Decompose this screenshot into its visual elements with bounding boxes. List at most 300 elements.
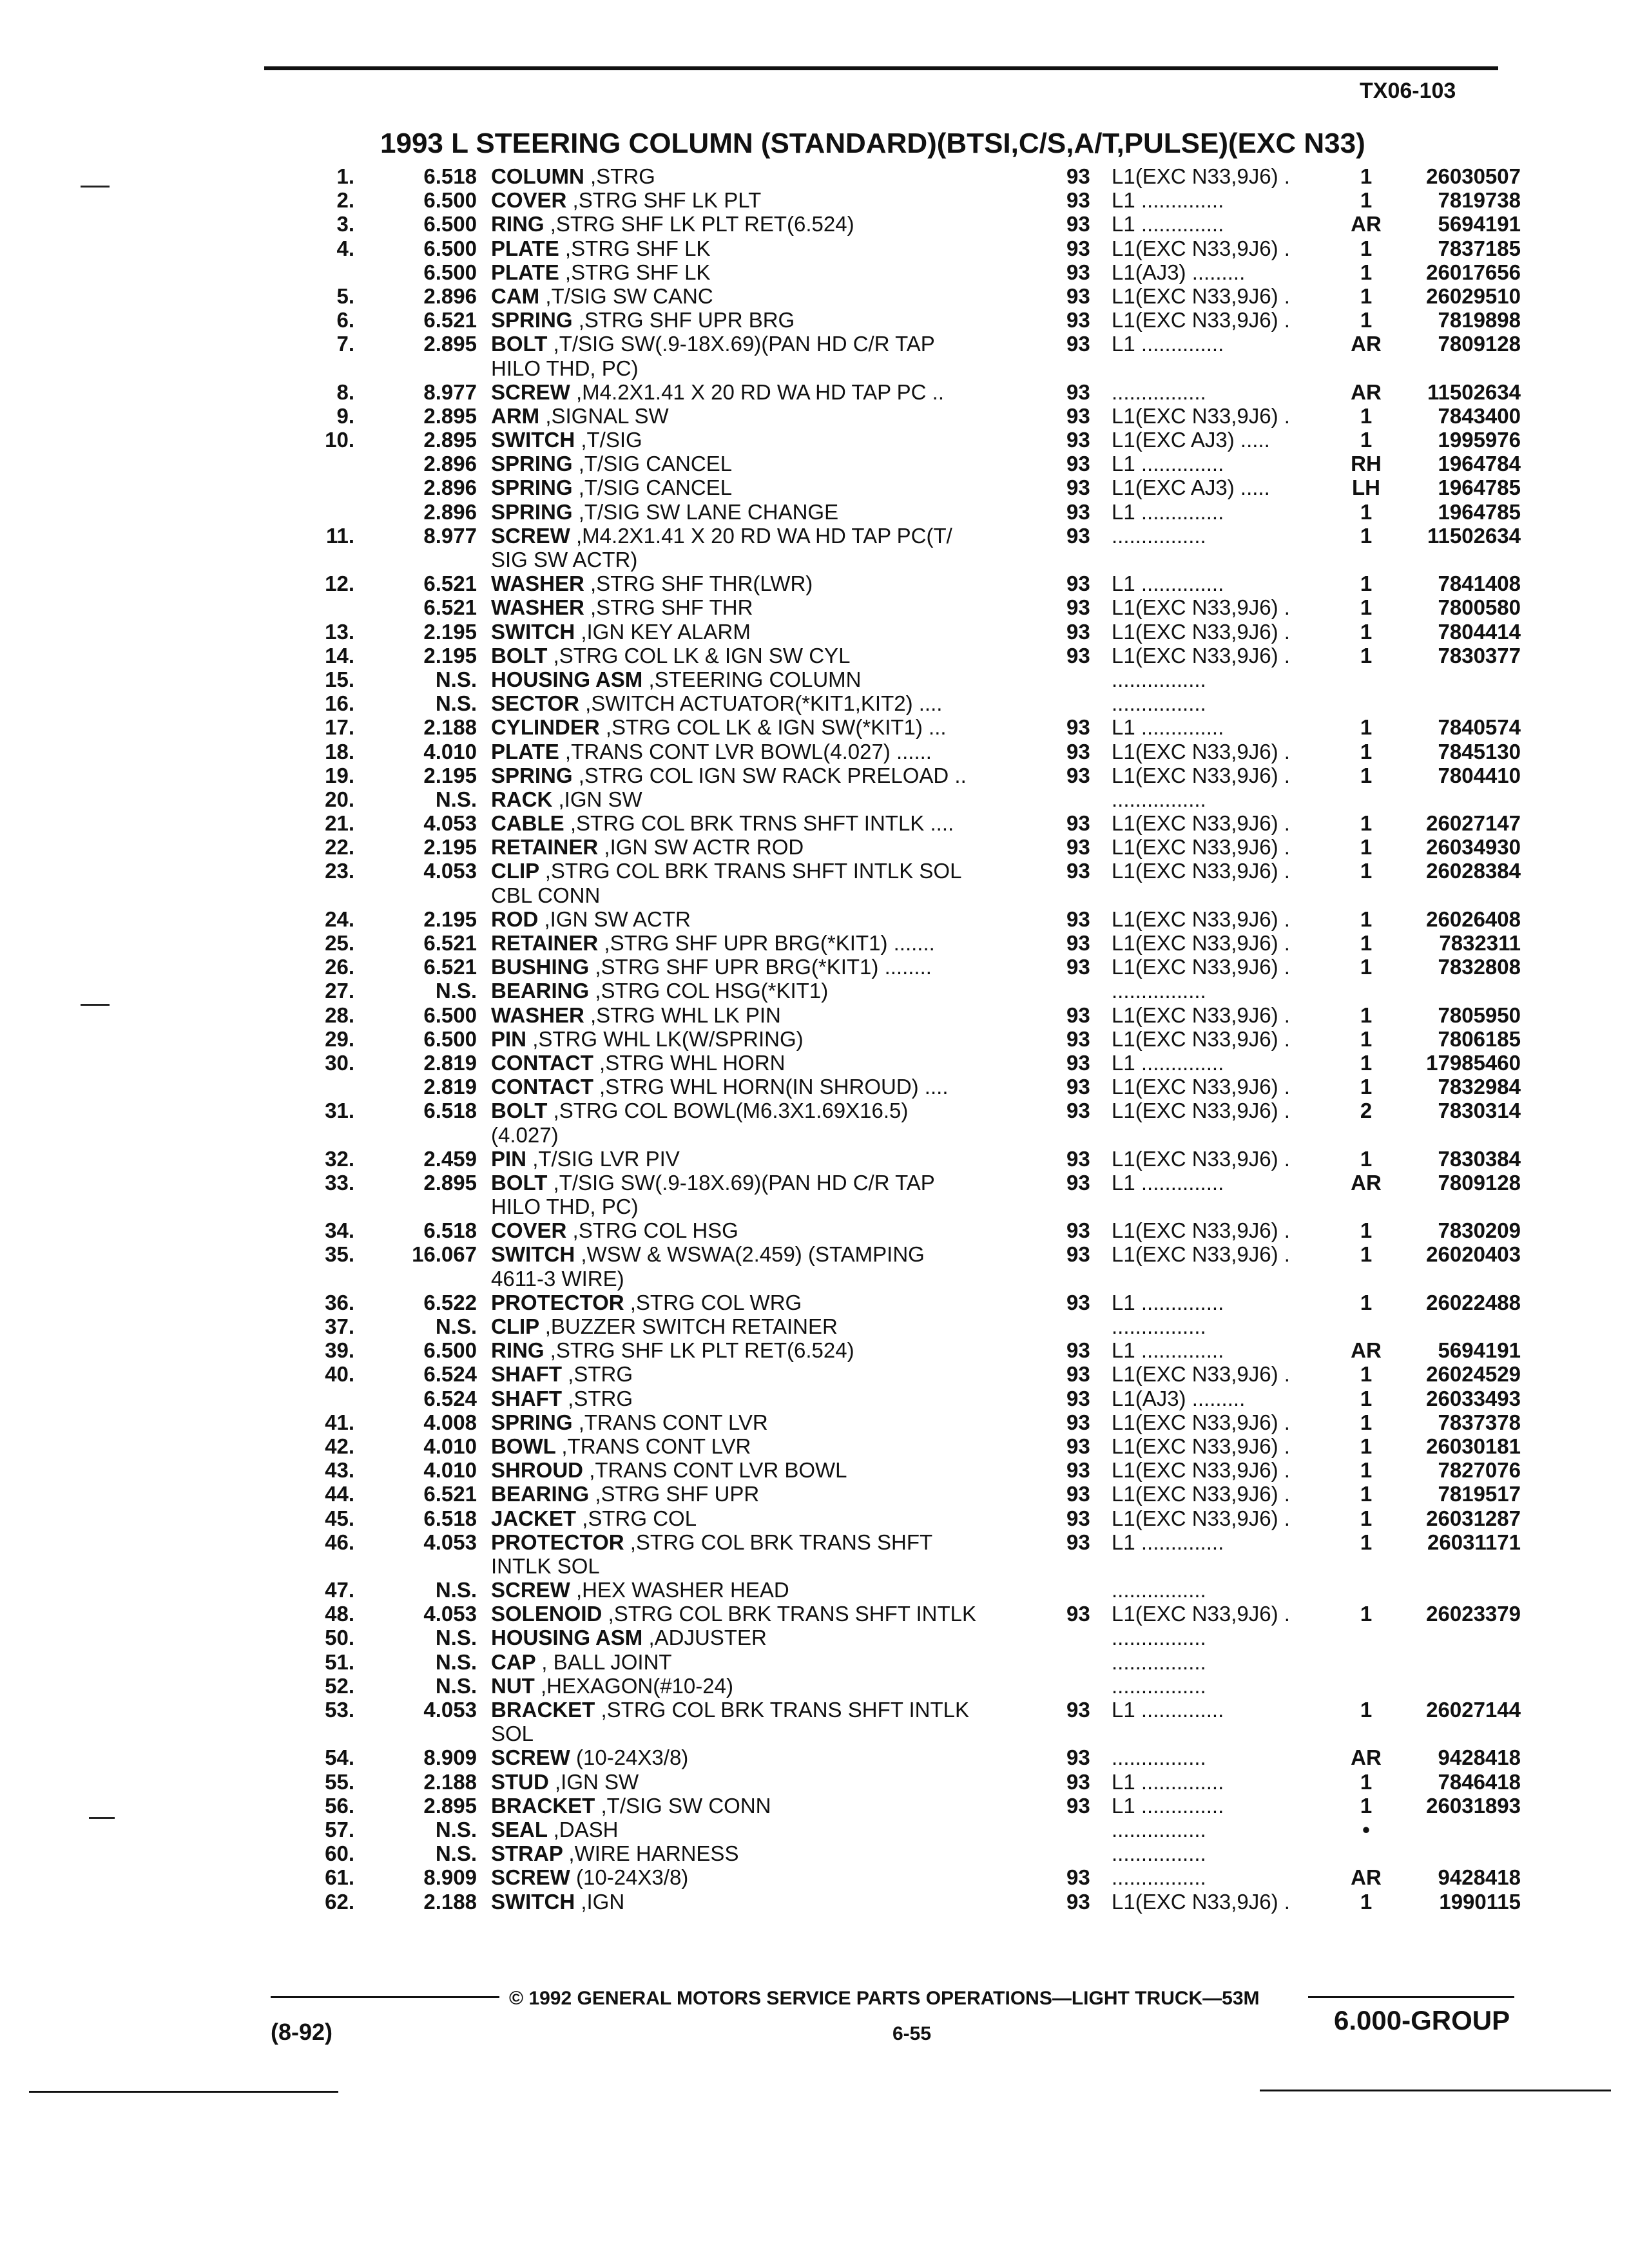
item-number: 8.	[336, 380, 354, 404]
group-number: 6.521	[423, 572, 477, 596]
usage: L1(EXC N33,9J6) .	[1112, 1410, 1290, 1434]
part-description	[491, 1267, 1013, 1291]
part-description	[491, 380, 1013, 404]
table-row	[0, 1506, 1629, 1530]
part-number: 7819517	[1438, 1482, 1521, 1506]
part-number: 26031171	[1427, 1530, 1521, 1554]
table-row	[0, 1410, 1629, 1434]
quantity: AR	[1351, 1745, 1382, 1770]
part-description	[491, 787, 1013, 811]
group-number: 4.010	[423, 1434, 477, 1458]
item-number: 29.	[325, 1026, 354, 1051]
quantity: 1	[1360, 1386, 1373, 1410]
part-description	[491, 1890, 1013, 1914]
part-name: COLUMN	[491, 164, 584, 188]
quantity: AR	[1351, 212, 1382, 236]
part-description	[491, 955, 1013, 979]
quantity: 1	[1360, 260, 1373, 284]
part-name: PROTECTOR	[491, 1290, 624, 1314]
part-name: PLATE	[491, 236, 559, 260]
part-name: PIN	[491, 1146, 527, 1171]
part-name: CAP	[491, 1649, 536, 1674]
part-detail: ,STRG COL BRK TRANS SHFT	[630, 1530, 933, 1554]
part-name: SHAFT	[491, 1386, 562, 1410]
table-row	[0, 1171, 1629, 1195]
part-detail: SOL	[491, 1722, 534, 1746]
part-number: 17985460	[1426, 1050, 1521, 1075]
group-number: 16.067	[412, 1242, 477, 1267]
part-description	[491, 1147, 1013, 1171]
usage: ................	[1112, 1865, 1206, 1890]
part-description	[491, 931, 1013, 955]
table-row	[0, 476, 1629, 499]
part-detail: , BALL JOINT	[541, 1649, 672, 1674]
part-detail: ,T/SIG SW(.9-18X.69)(PAN HD C/R TAP	[553, 1170, 935, 1195]
item-number: 16.	[325, 691, 354, 716]
usage: L1(EXC N33,9J6) .	[1112, 308, 1290, 332]
usage: ................	[1112, 1817, 1206, 1841]
usage: L1 ..............	[1112, 1338, 1224, 1363]
quantity: 1	[1360, 403, 1373, 428]
part-number: 26027147	[1426, 811, 1521, 836]
table-row	[0, 691, 1629, 715]
part-description	[491, 572, 1013, 595]
part-description	[491, 236, 1013, 260]
usage: L1 ..............	[1112, 499, 1224, 524]
usage: ................	[1112, 1841, 1206, 1866]
group-number: 2.195	[423, 643, 477, 668]
model-year: 93	[1066, 1434, 1090, 1458]
part-detail: ,IGN SW ACTR ROD	[604, 835, 804, 860]
group-number: 6.500	[423, 1026, 477, 1051]
usage: ................	[1112, 1649, 1206, 1674]
part-number: 7804410	[1438, 763, 1521, 787]
group-number: 4.008	[423, 1410, 477, 1434]
group-number: 6.518	[423, 1506, 477, 1530]
part-name: SPRING	[491, 1410, 573, 1434]
part-number: 26034930	[1426, 835, 1521, 860]
quantity: 1	[1360, 1146, 1373, 1171]
model-year: 93	[1066, 332, 1090, 356]
part-description	[491, 524, 1013, 548]
part-description	[491, 1314, 1013, 1338]
table-row	[0, 1075, 1629, 1099]
part-number: 7830377	[1438, 643, 1521, 668]
part-number: 26030181	[1426, 1434, 1521, 1458]
part-detail: 4611-3 WIRE)	[491, 1266, 624, 1291]
quantity: 1	[1360, 188, 1373, 213]
group-number: 4.053	[423, 1698, 477, 1722]
parts-list	[0, 164, 1629, 1914]
part-number: 7840574	[1438, 715, 1521, 740]
part-description	[491, 715, 1013, 739]
group-number: N.S.	[435, 1314, 477, 1338]
part-number: 26017656	[1426, 260, 1521, 284]
quantity: 1	[1360, 1458, 1373, 1483]
part-description	[491, 644, 1013, 668]
part-description	[491, 1770, 1013, 1794]
part-number: 7806185	[1438, 1026, 1521, 1051]
model-year: 93	[1066, 380, 1090, 404]
part-detail: ,STRG SHF UPR BRG(*KIT1) .......	[604, 931, 935, 955]
table-row	[0, 572, 1629, 595]
table-row	[0, 404, 1629, 428]
group-number: 2.195	[423, 619, 477, 644]
group-number: 6.500	[423, 1338, 477, 1363]
footer-copyright: © 1992 GENERAL MOTORS SERVICE PARTS OPERATIONS—LIGHT TRUCK—53M	[509, 1988, 1260, 2009]
usage: L1(EXC N33,9J6) .	[1112, 763, 1290, 787]
quantity: AR	[1351, 380, 1382, 404]
table-row	[0, 1099, 1629, 1122]
quantity: 1	[1360, 1050, 1373, 1075]
part-name: CABLE	[491, 811, 564, 836]
table-row	[0, 859, 1629, 883]
part-detail: ,WIRE HARNESS	[568, 1841, 739, 1866]
part-name: RETAINER	[491, 835, 599, 860]
part-name: SCREW	[491, 1745, 570, 1770]
part-number: 7805950	[1438, 1003, 1521, 1027]
part-name: WASHER	[491, 1003, 584, 1027]
part-name: SEAL	[491, 1817, 548, 1841]
item-number: 2.	[336, 188, 354, 213]
quantity: 1	[1360, 523, 1373, 548]
part-detail: ,STRG COL BRK TRANS SHFT INTLK SOL	[545, 859, 962, 883]
table-row	[0, 1291, 1629, 1314]
part-name: CYLINDER	[491, 715, 600, 740]
model-year: 93	[1066, 1793, 1090, 1818]
part-description	[491, 164, 1013, 188]
part-detail: HILO THD, PC)	[491, 356, 639, 380]
item-number: 30.	[325, 1050, 354, 1075]
usage: ................	[1112, 1626, 1206, 1650]
part-name: BRACKET	[491, 1793, 595, 1818]
model-year: 93	[1066, 1099, 1090, 1123]
item-number: 52.	[325, 1673, 354, 1698]
table-row	[0, 931, 1629, 955]
part-description	[491, 476, 1013, 499]
table-row	[0, 236, 1629, 260]
group-number: 2.896	[423, 452, 477, 476]
quantity: AR	[1351, 1865, 1382, 1890]
part-name: BOLT	[491, 332, 548, 356]
model-year: 93	[1066, 188, 1090, 213]
item-number: 35.	[325, 1242, 354, 1267]
table-row	[0, 524, 1629, 548]
quantity: 1	[1360, 236, 1373, 260]
item-number: 20.	[325, 787, 354, 811]
usage: ................	[1112, 667, 1206, 691]
model-year: 93	[1066, 164, 1090, 188]
item-number: 18.	[325, 739, 354, 764]
usage: ................	[1112, 979, 1206, 1003]
part-number: 1964784	[1438, 452, 1521, 476]
part-number: 7800580	[1438, 595, 1521, 620]
part-name: BOLT	[491, 1170, 548, 1195]
item-number: 44.	[325, 1482, 354, 1506]
table-row	[0, 1794, 1629, 1818]
part-description	[491, 1554, 1013, 1578]
table-row	[0, 644, 1629, 668]
model-year: 93	[1066, 1506, 1090, 1530]
part-detail: ,STRG SHF UPR BRG	[578, 308, 795, 332]
usage: L1 ..............	[1112, 1698, 1224, 1722]
part-number: 9428418	[1438, 1745, 1521, 1770]
model-year: 93	[1066, 260, 1090, 284]
group-number: 6.521	[423, 595, 477, 620]
usage: L1 ..............	[1112, 1769, 1224, 1794]
part-detail: ,STRG COL WRG	[630, 1290, 802, 1314]
part-number: 26030507	[1426, 164, 1521, 188]
table-row	[0, 1314, 1629, 1338]
usage: L1(AJ3) .........	[1112, 1386, 1246, 1410]
quantity: 1	[1360, 164, 1373, 188]
part-number: 26026408	[1426, 907, 1521, 931]
table-row	[0, 452, 1629, 476]
part-name: PLATE	[491, 739, 559, 764]
model-year: 93	[1066, 1386, 1090, 1410]
usage: L1(EXC N33,9J6) .	[1112, 643, 1290, 668]
usage: L1(EXC N33,9J6) .	[1112, 1889, 1290, 1914]
group-number: N.S.	[435, 1578, 477, 1602]
part-name: SWITCH	[491, 1889, 575, 1914]
table-row	[0, 284, 1629, 308]
model-year: 93	[1066, 1003, 1090, 1027]
part-name: SHROUD	[491, 1458, 584, 1483]
usage: L1(EXC N33,9J6) .	[1112, 739, 1290, 764]
table-row	[0, 1458, 1629, 1482]
item-number: 39.	[325, 1338, 354, 1363]
part-detail: HILO THD, PC)	[491, 1195, 639, 1219]
table-row	[0, 764, 1629, 787]
part-number: 1964785	[1438, 476, 1521, 500]
item-number: 11.	[325, 523, 354, 548]
quantity: 1	[1360, 955, 1373, 979]
table-row	[0, 955, 1629, 979]
quantity: 1	[1360, 572, 1373, 596]
item-number: 55.	[325, 1769, 354, 1794]
group-number: N.S.	[435, 667, 477, 691]
part-name: PIN	[491, 1026, 527, 1051]
item-number: 34.	[325, 1218, 354, 1243]
part-name: SCREW	[491, 380, 570, 404]
group-number: N.S.	[435, 691, 477, 716]
group-number: 2.188	[423, 715, 477, 740]
item-number: 15.	[325, 667, 354, 691]
item-number: 24.	[325, 907, 354, 931]
table-row	[0, 1195, 1629, 1218]
table-row	[0, 835, 1629, 859]
part-description	[491, 1506, 1013, 1530]
part-number: 7819738	[1438, 188, 1521, 213]
part-name: SPRING	[491, 452, 573, 476]
part-detail: ,STRG WHL HORN	[599, 1050, 786, 1075]
part-description	[491, 1075, 1013, 1099]
table-row	[0, 595, 1629, 619]
usage: L1(EXC N33,9J6) .	[1112, 403, 1290, 428]
group-number: 8.909	[423, 1865, 477, 1890]
usage: L1(EXC N33,9J6) .	[1112, 955, 1290, 979]
model-year: 93	[1066, 212, 1090, 236]
table-row	[0, 188, 1629, 212]
part-name: CAM	[491, 284, 540, 308]
group-number: 2.896	[423, 499, 477, 524]
group-number: 4.053	[423, 1530, 477, 1554]
part-description	[491, 1458, 1013, 1482]
part-detail: ,STRG SHF LK PLT RET(6.524)	[550, 212, 854, 236]
table-row	[0, 668, 1629, 691]
group-number: 2.895	[423, 1170, 477, 1195]
part-detail: ,STRG SHF LK	[564, 236, 711, 260]
table-row	[0, 1578, 1629, 1602]
part-detail: ,STRG SHF UPR BRG(*KIT1) ........	[595, 955, 932, 979]
quantity: 1	[1360, 1362, 1373, 1387]
quantity: 1	[1360, 1793, 1373, 1818]
part-description	[491, 1578, 1013, 1602]
part-description	[491, 907, 1013, 931]
part-detail: ,T/SIG CANCEL	[578, 476, 733, 500]
table-row	[0, 1745, 1629, 1769]
part-detail: SIG SW ACTR)	[491, 548, 638, 572]
part-number: 7832808	[1438, 955, 1521, 979]
item-number: 28.	[325, 1003, 354, 1027]
usage: L1 ..............	[1112, 212, 1224, 236]
table-row	[0, 1818, 1629, 1841]
item-number: 13.	[325, 619, 354, 644]
part-number: 7827076	[1438, 1458, 1521, 1483]
quantity: 1	[1360, 1003, 1373, 1027]
group-number: N.S.	[435, 1817, 477, 1841]
group-number: 6.521	[423, 955, 477, 979]
group-number: 2.459	[423, 1146, 477, 1171]
group-number: N.S.	[435, 1673, 477, 1698]
model-year: 93	[1066, 1362, 1090, 1387]
table-row	[0, 164, 1629, 188]
usage: ................	[1112, 1673, 1206, 1698]
quantity: 1	[1360, 1769, 1373, 1794]
model-year: 93	[1066, 284, 1090, 308]
group-number: 8.977	[423, 380, 477, 404]
part-detail: ,STRG COL BRK TRNS SHFT INTLK ....	[570, 811, 954, 836]
part-name: RING	[491, 212, 545, 236]
item-number: 36.	[325, 1290, 354, 1314]
part-name: PLATE	[491, 260, 559, 284]
quantity: 1	[1360, 859, 1373, 883]
part-name: SPRING	[491, 499, 573, 524]
model-year: 93	[1066, 715, 1090, 740]
part-name: RETAINER	[491, 931, 599, 955]
model-year: 93	[1066, 452, 1090, 476]
group-number: 6.518	[423, 164, 477, 188]
part-detail: ,STRG COL BOWL(M6.3X1.69X16.5)	[553, 1099, 909, 1123]
part-number: 26023379	[1426, 1602, 1521, 1626]
item-number: 27.	[325, 979, 354, 1003]
part-detail: ,STRG SHF LK	[564, 260, 711, 284]
table-row	[0, 1338, 1629, 1362]
bottom-rule-left	[29, 2091, 338, 2093]
part-number: 7843400	[1438, 403, 1521, 428]
item-number: 6.	[336, 308, 354, 332]
part-number: 7830314	[1438, 1099, 1521, 1123]
part-detail: INTLK SOL	[491, 1553, 600, 1578]
part-name: BOLT	[491, 1099, 548, 1123]
part-number: 1990115	[1439, 1889, 1521, 1914]
part-detail: ,T/SIG	[581, 428, 642, 452]
usage: L1(EXC N33,9J6) .	[1112, 859, 1290, 883]
part-detail: ,STRG WHL LK(W/SPRING)	[532, 1026, 804, 1051]
usage: ................	[1112, 523, 1206, 548]
item-number: 56.	[325, 1793, 354, 1818]
usage: L1(EXC N33,9J6) .	[1112, 931, 1290, 955]
item-number: 61.	[325, 1865, 354, 1890]
usage: L1(EXC N33,9J6) .	[1112, 1003, 1290, 1027]
part-description	[491, 500, 1013, 524]
part-description	[491, 1530, 1013, 1554]
item-number: 31.	[325, 1099, 354, 1123]
quantity: 1	[1360, 811, 1373, 836]
quantity: 1	[1360, 1889, 1373, 1914]
group-number: 4.053	[423, 1602, 477, 1626]
group-number: 4.010	[423, 1458, 477, 1483]
group-number: 2.896	[423, 476, 477, 500]
part-description	[491, 691, 1013, 715]
model-year: 93	[1066, 811, 1090, 836]
group-number: 6.524	[423, 1386, 477, 1410]
part-number: 26031287	[1426, 1506, 1521, 1530]
part-description	[491, 668, 1013, 691]
usage: L1(EXC N33,9J6) .	[1112, 595, 1290, 620]
footer-rule-right	[1308, 1996, 1514, 1998]
part-detail: ,T/SIG SW(.9-18X.69)(PAN HD C/R TAP	[553, 332, 935, 356]
part-detail: ,SIGNAL SW	[545, 403, 669, 428]
part-detail: ,STRG COL	[582, 1506, 697, 1530]
top-rule	[264, 66, 1498, 70]
part-number: 7832984	[1438, 1075, 1521, 1099]
usage: L1 ..............	[1112, 1290, 1224, 1314]
part-detail: ,STRG COL BRK TRANS SHFT INTLK	[608, 1602, 977, 1626]
usage: L1(EXC N33,9J6) .	[1112, 1482, 1290, 1506]
group-number: 4.053	[423, 811, 477, 836]
quantity: 1	[1360, 1026, 1373, 1051]
item-number: 5.	[336, 284, 354, 308]
item-number: 17.	[325, 715, 354, 740]
part-detail: ,STRG COL LK & IGN SW(*KIT1) ...	[605, 715, 947, 740]
item-number: 37.	[325, 1314, 354, 1338]
model-year: 93	[1066, 236, 1090, 260]
part-name: BOLT	[491, 643, 548, 668]
usage: L1 ..............	[1112, 1050, 1224, 1075]
table-row	[0, 907, 1629, 931]
quantity: 1	[1360, 907, 1373, 931]
item-number: 48.	[325, 1602, 354, 1626]
table-row	[0, 1027, 1629, 1051]
part-detail: ,T/SIG LVR PIV	[532, 1146, 680, 1171]
item-number: 21.	[325, 811, 354, 836]
usage: L1(EXC N33,9J6) .	[1112, 1602, 1290, 1626]
model-year: 93	[1066, 643, 1090, 668]
part-number: 7804414	[1438, 619, 1521, 644]
table-row	[0, 1554, 1629, 1578]
part-number: 26022488	[1426, 1290, 1521, 1314]
usage: L1(EXC N33,9J6) .	[1112, 1362, 1290, 1387]
table-row	[0, 356, 1629, 380]
part-description	[491, 1626, 1013, 1649]
model-year: 93	[1066, 1218, 1090, 1243]
table-row	[0, 1770, 1629, 1794]
part-detail: ,IGN KEY ALARM	[581, 619, 751, 644]
part-description	[491, 883, 1013, 907]
group-number: 2.895	[423, 332, 477, 356]
quantity: LH	[1352, 476, 1380, 500]
